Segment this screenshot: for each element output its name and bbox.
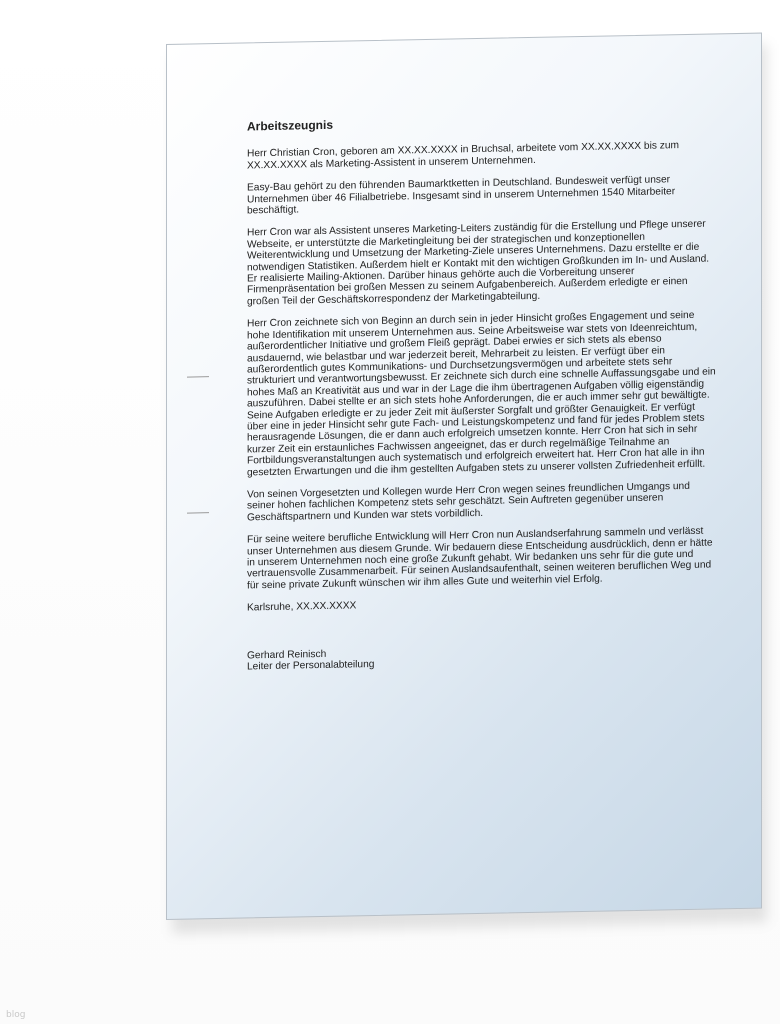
fold-mark-top (187, 376, 209, 377)
signature-block (247, 641, 717, 673)
document-page (166, 33, 762, 920)
document-content (247, 112, 717, 672)
document-title: Arbeitszeugnis (247, 117, 334, 134)
paragraph-company: Easy-Bau gehört zu den führenden Baumarktketten in Deutschland. Bundesweit verfügt unser Unternehmen über 46 Filialbetriebe. Insgesamt sind in unserem Unternehmen 1540 Mitarbeiter beschäftigt. (247, 174, 676, 217)
paragraph-performance: Herr Cron zeichnete sich von Beginn an durch sein in jeder Hinsicht großes Engagement und seine hohe Identifikation mit unserem Unternehmen aus. Seine Arbeitsweise war stets von Ideenreichtum, außerordentlicher Initiative und großem Fleiß geprägt. Dabei erwies er sich stets als ebenso ausdauernd, wie belastbar und war jederzeit bereit, Mehrarbeit zu leisten. Er verfügt über ein außerordentlich gutes Kommunikations- und Durchsetzungsvermögen und arbeitete stets sehr strukturiert und verantwortungsbewusst. Er zeichnete sich durch eine schnelle Auffassungsgabe und ein hohes Maß an Kreativität aus und war in der Lage die ihm übertragenen Aufgaben völlig eigenständig auszuführen. Dabei stellte er an sich stets hohe Anforderungen, die er auch immer sehr gut bewältigte. Seine Aufgaben erledigte er zu jeder Zeit mit äußerster Sorgfalt und größter Genauigkeit. Er verfügt über eine in jeder Hinsicht sehr gute Fach- und Leistungskompetenz und fand für jedes Problem stets herausragende Lösungen, die er dann auch erfolgreich umsetzen konnte. Herr Cron hat sich in sehr kurzer Zeit ein erstaunliches Fachwissen angeeignet, das er durch regelmäßige Teilnahme an Fortbildungsveranstaltungen auch systematisch und erfolgreich erweitert hat. Herr Cron hat alle in ihn gesetzten Erwartungen und die ihm gestellten Aufgaben stets zu unserer vollsten Zufriedenheit erfüllt. (247, 310, 716, 479)
paragraph-intro: Herr Christian Cron, geboren am XX.XX.XXXX in Bruchsal, arbeitete vom XX.XX.XXXX bis zum XX.XX.XXXX als Marketing-Assistent in unserem Unternehmen. (247, 140, 680, 172)
fold-mark-bottom (187, 512, 209, 513)
paragraph-tasks: Herr Cron war als Assistent unseres Marketing-Leiters zuständig für die Erstellung und Pflege unserer Webseite, er unterstützte die Marketingleitung bei der strategischen und konzeptionellen Weiterentwicklung und Umsetzung der Marketing-Ziele unseres Unternehmens. Dazu erstellte er die notwendigen Statistiken. Außerdem hielt er Kontakt mit den wichtigen Großkunden im In- und Ausland. Er realisierte Mailing-Aktionen. Darüber hinaus gehörte auch die Vorbereitung unserer Firmenpräsentation bei großen Messen zu seinem Aufgabenbereich. Außerdem erledigte er einen großen Teil der Geschäftskorrespondenz der Marketingabteilung. (247, 219, 710, 308)
paragraph-closing: Für seine weitere berufliche Entwicklung will Herr Cron nun Auslandserfahrung sammeln und verlässt unser Unternehmen aus diesem Grunde. Wir bedauern diese Entscheidung ausdrücklich, denn er hätte in unserem Unternehmen noch eine große Zukunft gehabt. Wir bedanken uns sehr für die gute und vertrauensvolle Zusammenarbeit. Für seinen Auslandsaufenthalt, seinen weiteren beruflichen Weg und für seine private Zukunft wünschen wir ihm alles Gute und weiterhin viel Erfolg. (247, 525, 713, 592)
place-date: Karlsruhe, XX.XX.XXXX (247, 600, 357, 614)
paragraph-conduct: Von seinen Vorgesetzten und Kollegen wurde Herr Cron wegen seines freundlichen Umgangs und seiner hohen fachlichen Kompetenz stets sehr geschätzt. Sein Auftreten gegenüber unseren Geschäftspartnern und Kunden war stets vorbildlich. (247, 480, 690, 524)
signer-title: Leiter der Personalabteilung (247, 659, 375, 673)
signer-name: Gerhard Reinisch (247, 648, 327, 662)
watermark-text: blog (6, 1010, 26, 1020)
